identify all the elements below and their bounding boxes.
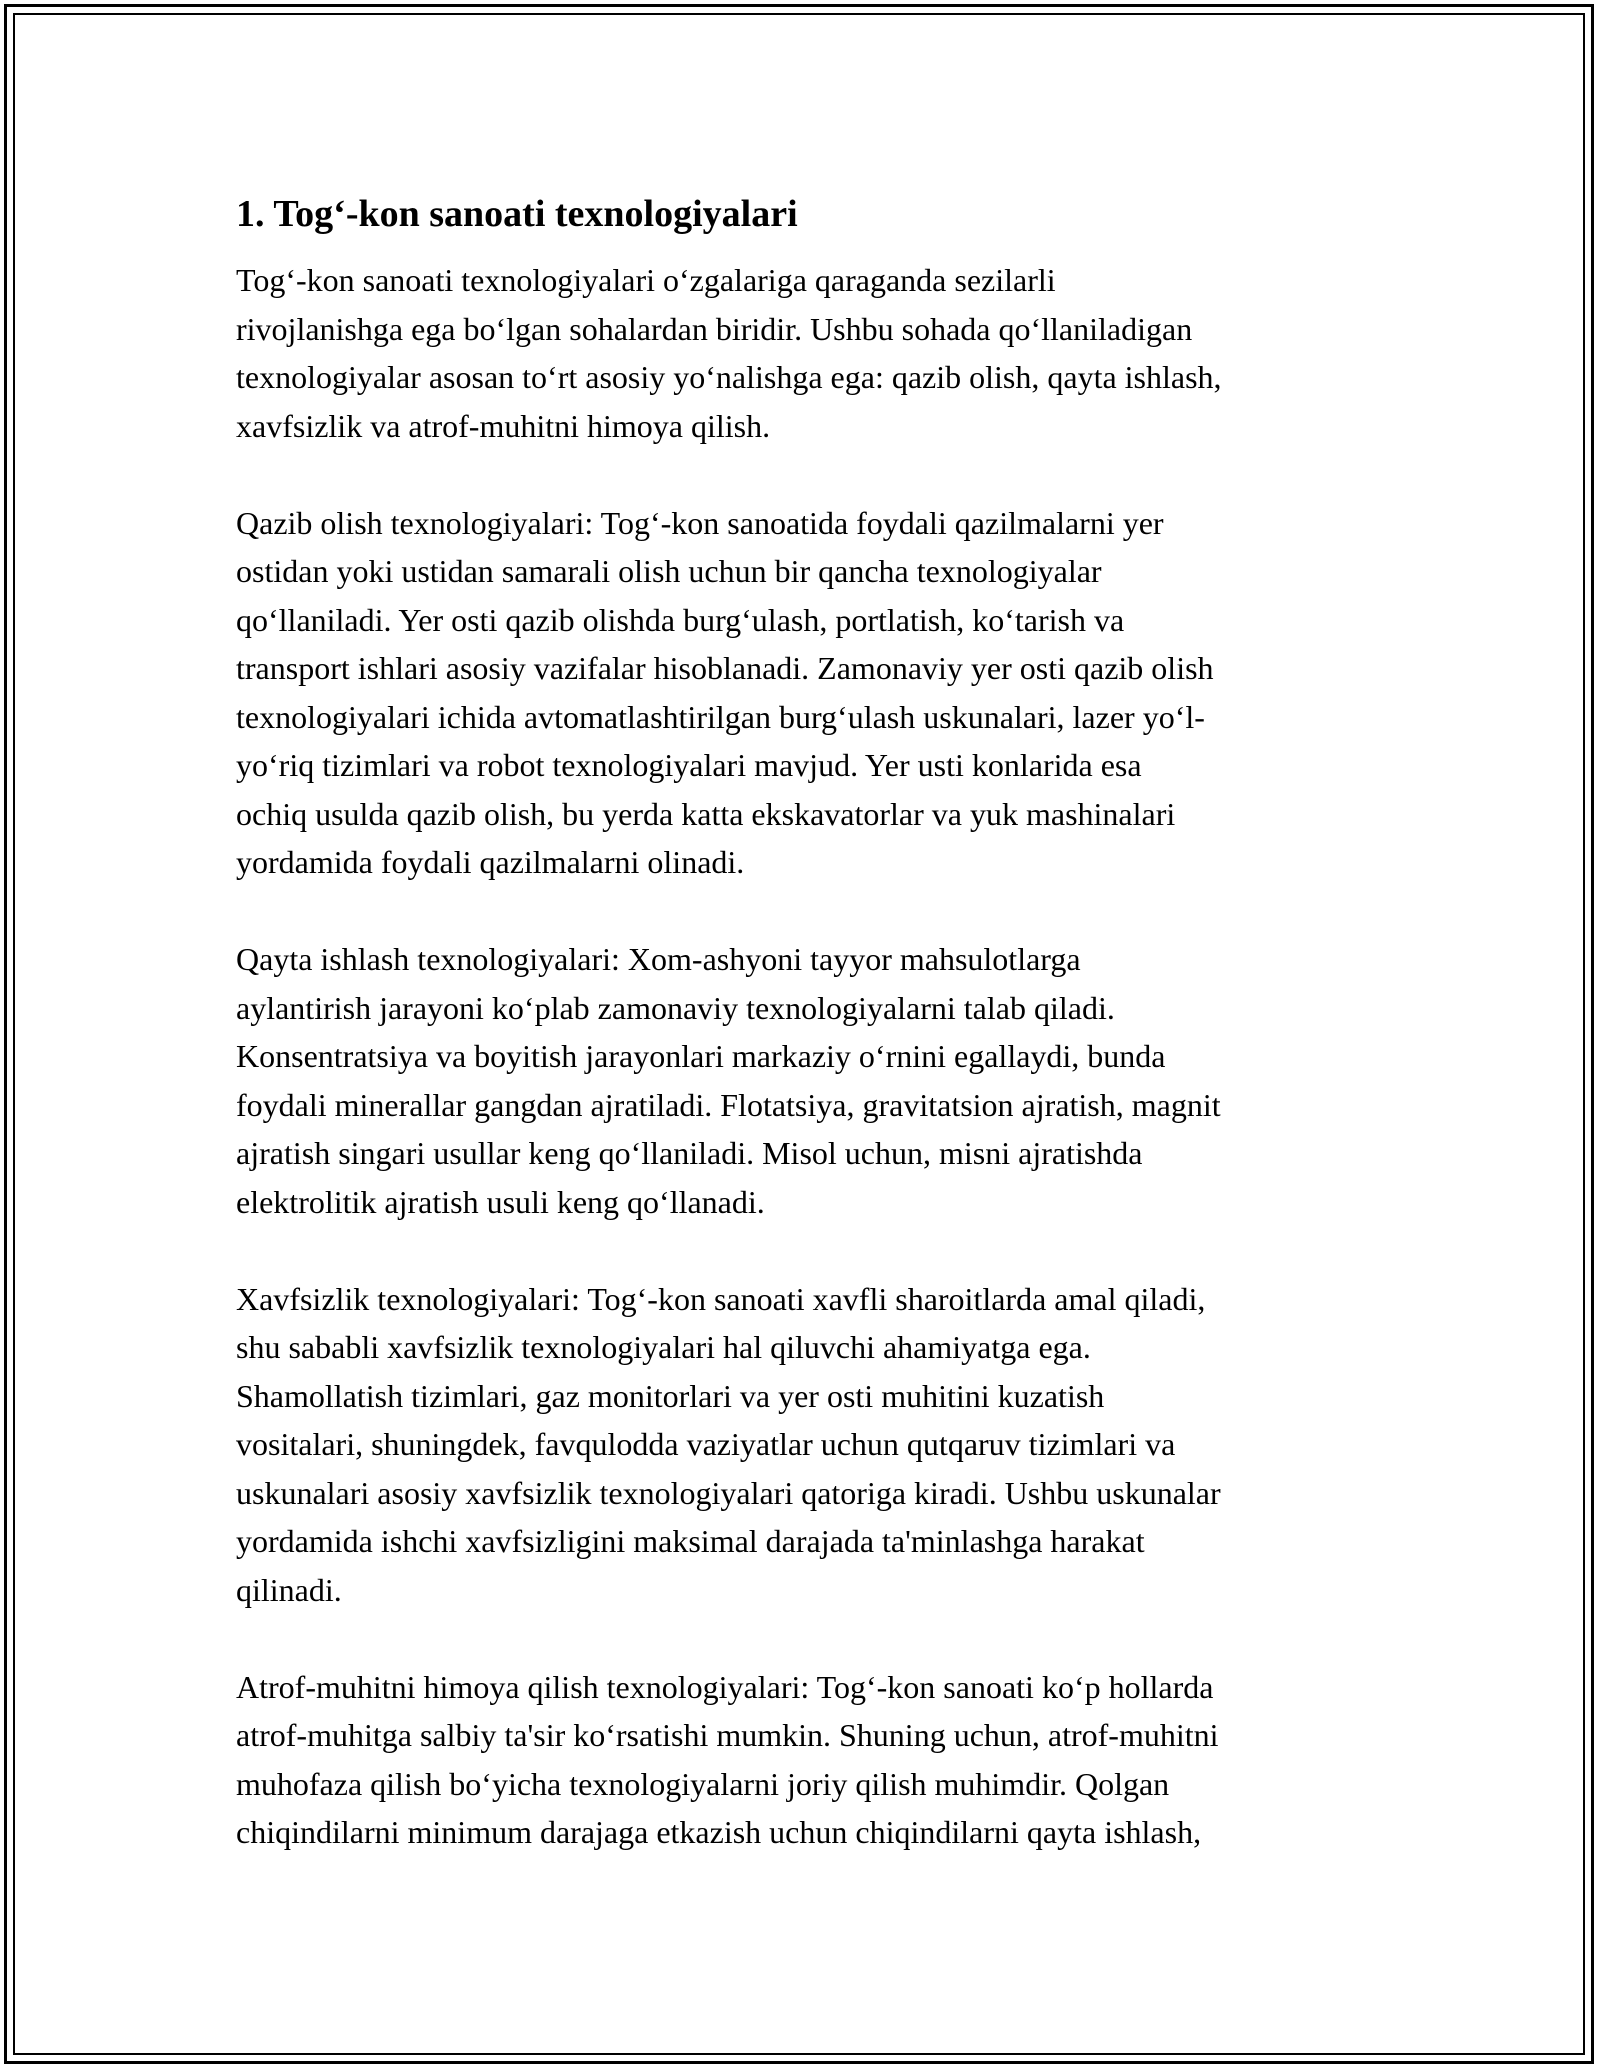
text-line: Konsentratsiya va boyitish jarayonlari markaziy o‘rnini egallaydi, bunda <box>236 1038 1166 1074</box>
text-line: yo‘riq tizimlari va robot texnologiyalari mavjud. Yer usti konlarida esa <box>236 747 1142 783</box>
paragraph <box>236 499 1386 887</box>
text-line: Qayta ishlash texnologiyalari: Xom-ashyoni tayyor mahsulotlarga <box>236 941 1081 977</box>
paragraph <box>236 935 1386 1226</box>
text-line: yordamida foydali qazilmalarni olinadi. <box>236 844 745 880</box>
text-line: Xavfsizlik texnologiyalari: Tog‘-kon sanoati xavfli sharoitlarda amal qiladi, <box>236 1280 1206 1317</box>
text-line: texnologiyalar asosan to‘rt asosiy yo‘nalishga ega: qazib olish, qayta ishlash, <box>236 359 1222 395</box>
text-line: Atrof-muhitni himoya qilish texnologiyalari: Tog‘-kon sanoati ko‘p hollarda <box>236 1668 1214 1705</box>
paragraph-container <box>236 256 1386 1857</box>
text-line: ochiq usulda qazib olish, bu yerda katta ekskavatorlar va yuk mashinalari <box>236 795 1176 832</box>
text-line: qilinadi. <box>236 1571 342 1608</box>
text-line: chiqindilarni minimum darajaga etkazish uchun chiqindilarni qayta ishlash, <box>236 1814 1202 1850</box>
paragraph <box>236 256 1386 450</box>
text-line: texnologiyalari ichida avtomatlashtirilgan burg‘ulash uskunalari, lazer yo‘l- <box>236 698 1205 735</box>
text-line: ajratish singari usullar keng qo‘llaniladi. Misol uchun, misni ajratishda <box>236 1135 1143 1171</box>
text-line: foydali minerallar gangdan ajratiladi. Flotatsiya, gravitatsion ajratish, magnit <box>236 1086 1221 1123</box>
text-line: atrof-muhitga salbiy ta'sir ko‘rsatishi mumkin. Shuning uchun, atrof-muhitni <box>236 1717 1219 1753</box>
text-line: vositalari, shuningdek, favqulodda vaziyatlar uchun qutqaruv tizimlari va <box>236 1426 1176 1462</box>
text-line: Tog‘-kon sanoati texnologiyalari o‘zgalariga qaraganda sezilarli <box>236 262 1056 298</box>
text-line: Qazib olish texnologiyalari: Tog‘-kon sanoatida foydali qazilmalarni yer <box>236 504 1164 541</box>
section-heading: 1. Tog‘-kon sanoati texnologiyalari <box>236 193 798 235</box>
text-line: xavfsizlik va atrof-muhitni himoya qilish. <box>236 407 771 444</box>
paragraph <box>236 1663 1386 1857</box>
text-line: ostidan yoki ustidan samarali olish uchun bir qancha texnologiyalar <box>236 553 1102 589</box>
text-line: shu sababli xavfsizlik texnologiyalari hal qiluvchi ahamiyatga ega. <box>236 1329 1091 1365</box>
text-line: transport ishlari asosiy vazifalar hisoblanadi. Zamonaviy yer osti qazib olish <box>236 650 1214 686</box>
document-body <box>236 186 1386 1905</box>
text-line: elektrolitik ajratish usuli keng qo‘llanadi. <box>236 1183 765 1220</box>
text-line: rivojlanishga ega bo‘lgan sohalardan biridir. Ushbu sohada qo‘llaniladigan <box>236 310 1193 347</box>
text-line: qo‘llaniladi. Yer osti qazib olishda burg‘ulash, portlatish, ko‘tarish va <box>236 601 1125 638</box>
paragraph <box>236 1275 1386 1615</box>
text-line: Shamollatish tizimlari, gaz monitorlari va yer osti muhitini kuzatish <box>236 1377 1105 1414</box>
text-line: yordamida ishchi xavfsizligini maksimal darajada ta'minlashga harakat <box>236 1523 1145 1559</box>
text-line: uskunalari asosiy xavfsizlik texnologiyalari qatoriga kiradi. Ushbu uskunalar <box>236 1474 1221 1511</box>
text-line: aylantirish jarayoni ko‘plab zamonaviy texnologiyalarni talab qiladi. <box>236 989 1115 1026</box>
text-line: muhofaza qilish bo‘yicha texnologiyalarni joriy qilish muhimdir. Qolgan <box>236 1765 1170 1802</box>
